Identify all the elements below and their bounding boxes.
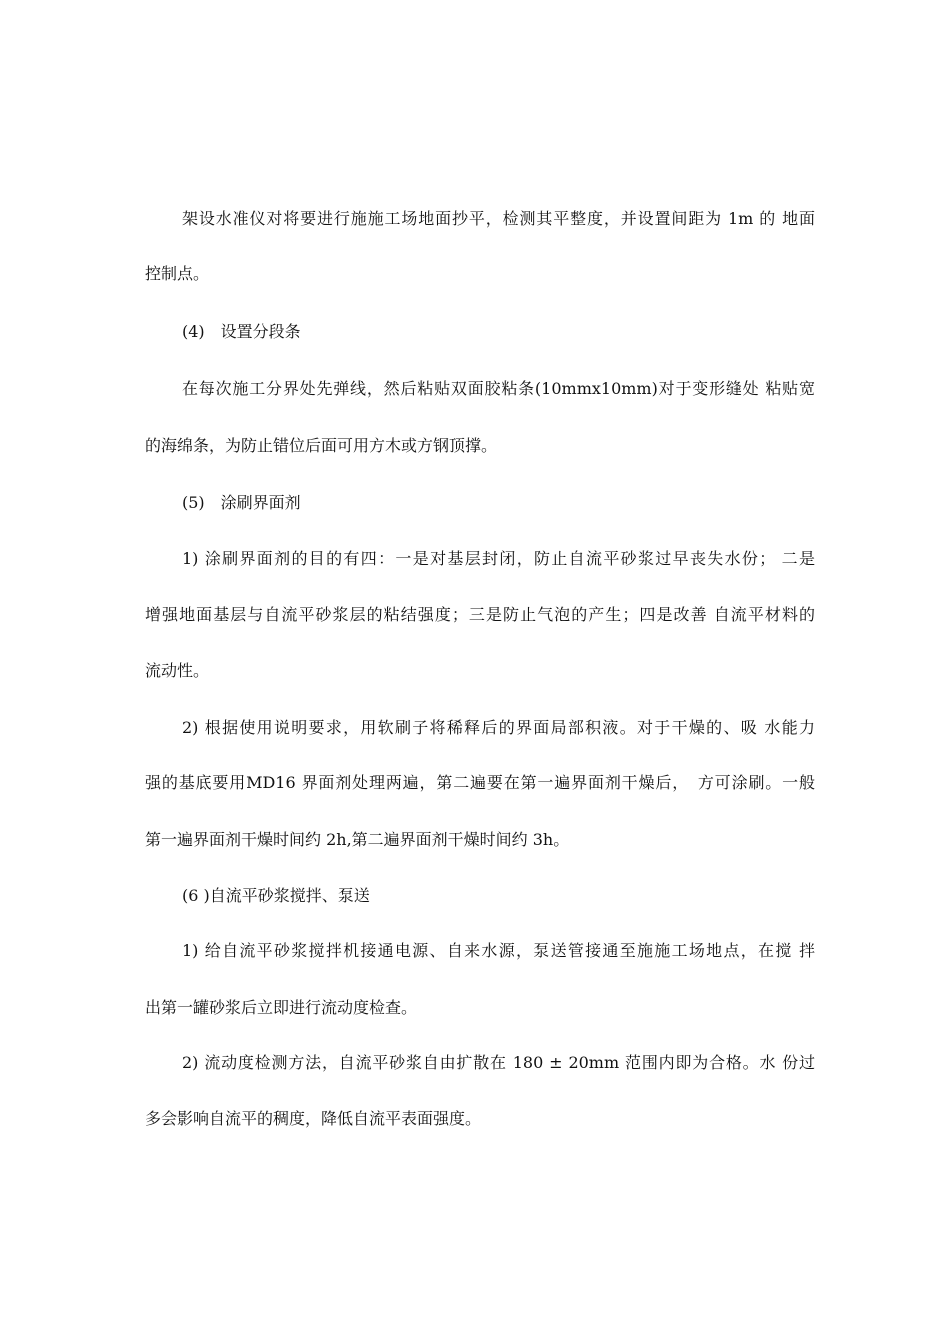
paragraph-line: 控制点。 xyxy=(145,264,210,283)
section-heading: (5) 涂刷界面剂 xyxy=(182,493,301,512)
paragraph-line: 出第一罐砂浆后立即进行流动度检查。 xyxy=(145,998,418,1017)
paragraph-line: 流动性。 xyxy=(145,661,210,680)
paragraph-line: 2) 根据使用说明要求，用软刷子将稀释后的界面局部积液。对于干燥的、吸 水能力 xyxy=(182,718,815,737)
paragraph-line: 架设水准仪对将要进行施施工场地面抄平，检测其平整度，并设置间距为 1m 的 地面 xyxy=(182,209,815,228)
section-heading: (6 )自流平砂浆搅拌、泵送 xyxy=(182,886,370,905)
paragraph-line: 增强地面基层与自流平砂浆层的粘结强度；三是防止气泡的产生；四是改善 自流平材料的 xyxy=(145,605,815,624)
paragraph-line: 多会影响自流平的稠度，降低自流平表面强度。 xyxy=(145,1109,482,1128)
paragraph-line: 1) 给自流平砂浆搅拌机接通电源、自来水源，泵送管接通至施施工场地点，在搅 拌 xyxy=(182,941,815,960)
paragraph-line: 强的基底要用MD16 界面剂处理两遍，第二遍要在第一遍界面剂干燥后， 方可涂刷。一般 xyxy=(145,773,815,792)
paragraph-line: 的海绵条，为防止错位后面可用方木或方钢顶撑。 xyxy=(145,436,498,455)
paragraph-line: 在每次施工分界处先弹线，然后粘贴双面胶粘条(10mmx10mm)对于变形缝处 粘贴宽 xyxy=(182,379,815,398)
section-heading: (4) 设置分段条 xyxy=(182,322,301,341)
paragraph-line: 1) 涂刷界面剂的目的有四：一是对基层封闭，防止自流平砂浆过早丧失水份； 二是 xyxy=(182,549,815,568)
paragraph-line: 2) 流动度检测方法，自流平砂浆自由扩散在 180 ± 20mm 范围内即为合格。水 份过 xyxy=(182,1053,815,1072)
paragraph-line: 第一遍界面剂干燥时间约 2h,第二遍界面剂干燥时间约 3h。 xyxy=(145,830,570,849)
